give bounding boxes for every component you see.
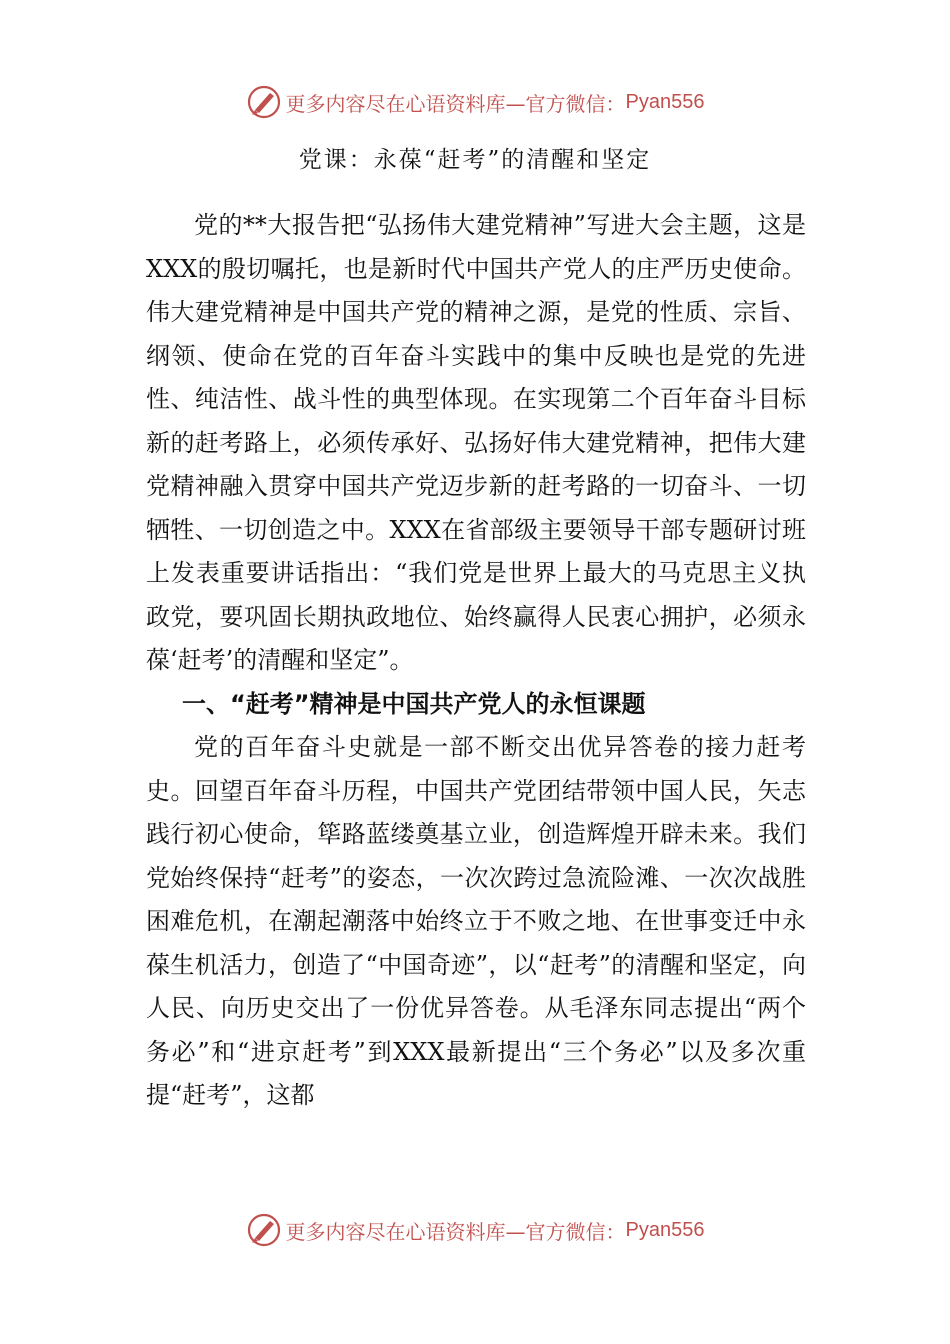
paragraph: 党的百年奋斗史就是一部不断交出优异答卷的接力赶考史。回望百年奋斗历程，中国共产党团结带领中国人民，矢志践行初心使命，筚路蓝缕奠基立业，创造辉煌开辟未来。我们党始终保持“赶考”的姿态，一次次跨过急流险滩、一次次战胜困难危机，在潮起潮落中始终立于不败之地、在世事变迁中永葆生机活力，创造了“中国奇迹”，以“赶考”的清醒和坚定，向人民、向历史交出了一份优异答卷。从毛泽东同志提出“两个务必”和“进京赶考”到XXX最新提出“三个务必”以及多次重提“赶考”，这都 xyxy=(146,733,806,1109)
pen-logo-icon xyxy=(246,1212,282,1248)
section-heading: 一、“赶考”精神是中国共产党人的永恒课题 xyxy=(182,689,646,718)
watermark-handle: Pyan556 xyxy=(625,1218,705,1241)
footer-watermark xyxy=(0,1208,950,1252)
paragraph: 党的**大报告把“弘扬伟大建党精神”写进大会主题，这是XXX的殷切嘱托，也是新时代中国共产党人的庄严历史使命。伟大建党精神是中国共产党的精神之源，是党的性质、宗旨、纲领、使命在党的百年奋斗实践中的集中反映也是党的先进性、纯洁性、战斗性的典型体现。在实现第二个百年奋斗目标新的赶考路上，必须传承好、弘扬好伟大建党精神，把伟大建党精神融入贯穿中国共产党迈步新的赶考路的一切奋斗、一切牺牲、一切创造之中。XXX在省部级主要领导干部专题研讨班上发表重要讲话指出：“我们党是世界上最大的马克思主义执政党，要巩固长期执政地位、始终赢得人民衷心拥护，必须永葆‘赶考’的清醒和坚定”。 xyxy=(146,211,806,674)
pen-logo-icon xyxy=(246,84,282,120)
watermark-text: 更多内容尽在心语资料库—官方微信： xyxy=(285,1219,626,1244)
document-body xyxy=(146,204,806,1118)
header-watermark xyxy=(0,80,950,124)
watermark-text: 更多内容尽在心语资料库—官方微信： xyxy=(285,91,626,116)
document-title: 党课：永葆“赶考”的清醒和坚定 xyxy=(298,147,652,173)
watermark-handle: Pyan556 xyxy=(625,90,705,113)
